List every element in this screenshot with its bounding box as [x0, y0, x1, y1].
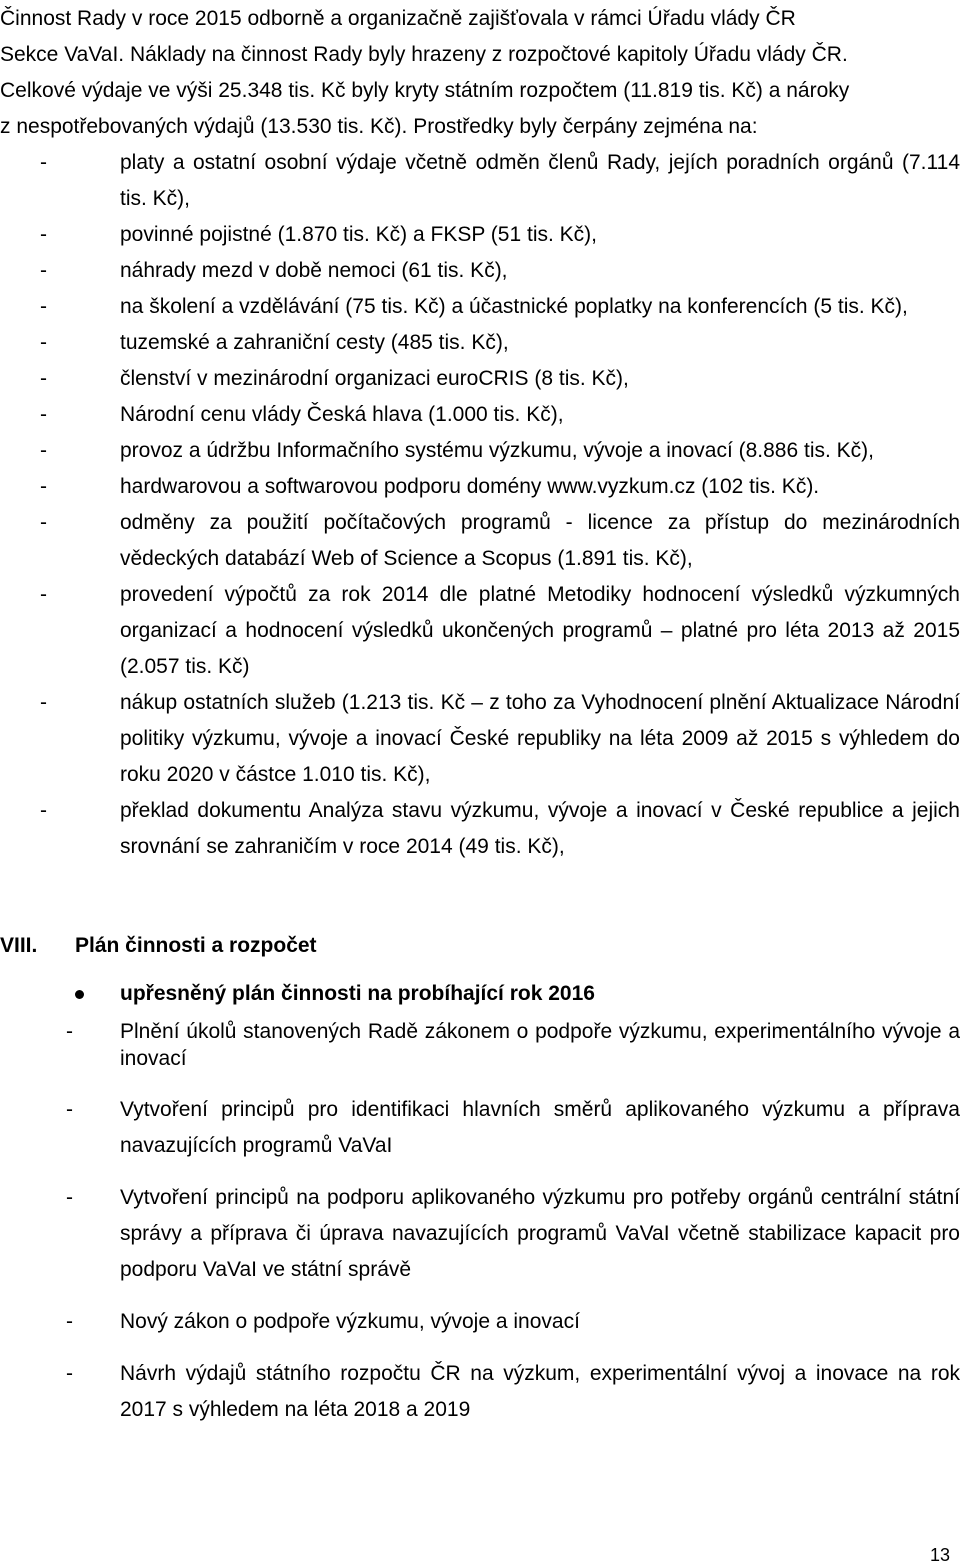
expense-item [0, 397, 960, 433]
expense-item-text: nákup ostatních služeb (1.213 tis. Kč – z toho za Vyhodnocení plnění Aktualizace Národní politiky výzkumu, vývoje a inovací České republiky na léta 2009 až 2015 s výhledem do roku 2020 v částce 1.010 tis. Kč), [120, 691, 960, 786]
plan-item [0, 1018, 960, 1072]
expense-item-text: Národní cenu vlády Česká hlava (1.000 tis. Kč), [120, 403, 564, 426]
list-dash: - [40, 295, 47, 318]
page-number: 13 [930, 1545, 951, 1565]
intro-line: Sekce VaVaI. Náklady na činnost Rady byly hrazeny z rozpočtové kapitoly Úřadu vlády ČR. [0, 43, 848, 66]
intro-line: z nespotřebovaných výdajů (13.530 tis. Kč). Prostředky byly čerpány zejména na: [0, 115, 758, 138]
list-dash: - [66, 1098, 73, 1121]
expense-item [0, 253, 960, 289]
list-dash: - [40, 223, 47, 246]
expense-item [0, 793, 960, 865]
intro-line: Činnost Rady v roce 2015 odborně a organizačně zajišťovala v rámci Úřadu vlády ČR [0, 7, 796, 30]
expense-item-text: členství v mezinárodní organizaci euroCRIS (8 tis. Kč), [120, 367, 629, 390]
expense-item-text: tuzemské a zahraniční cesty (485 tis. Kč), [120, 331, 509, 354]
expense-item-text: platy a ostatní osobní výdaje včetně odměn členů Rady, jejích poradních orgánů (7.114 tis. Kč), [120, 151, 960, 210]
list-dash: - [40, 511, 47, 534]
expense-item-text: na školení a vzdělávání (75 tis. Kč) a účastnické poplatky na konferencích (5 tis. Kč), [120, 295, 908, 318]
plan-item [0, 1356, 960, 1428]
plan-item-text: Plnění úkolů stanovených Radě zákonem o podpoře výzkumu, experimentálního vývoje a inovací [120, 1020, 960, 1070]
section-title: Plán činnosti a rozpočet [75, 934, 317, 957]
expense-item [0, 577, 960, 685]
expense-item [0, 325, 960, 361]
list-dash: - [40, 475, 47, 498]
list-dash: - [66, 1310, 73, 1333]
list-dash: - [40, 403, 47, 426]
bullet-icon [75, 990, 84, 999]
expense-item [0, 685, 960, 793]
expense-item [0, 469, 960, 505]
expense-item [0, 505, 960, 577]
expense-item-text: provedení výpočtů za rok 2014 dle platné Metodiky hodnocení výsledků výzkumných organizací a hodnocení výsledků ukončených programů – platné pro léta 2013 až 2015 (2.057 tis. Kč) [120, 583, 960, 678]
expense-item-text: odměny za použití počítačových programů - licence za přístup do mezinárodních vědeckých databází Web of Science a Scopus (1.891 tis. Kč), [120, 511, 960, 570]
plan-item [0, 1092, 960, 1164]
list-dash: - [66, 1362, 73, 1385]
plan-item [0, 1180, 960, 1288]
list-dash: - [40, 583, 47, 606]
expense-item-text: povinné pojistné (1.870 tis. Kč) a FKSP (51 tis. Kč), [120, 223, 598, 246]
list-dash: - [40, 151, 47, 174]
intro-paragraph [0, 1, 960, 145]
expense-item-text: náhrady mezd v době nemoci (61 tis. Kč), [120, 259, 508, 282]
section-number: VIII. [0, 934, 38, 957]
list-dash: - [66, 1020, 73, 1043]
list-dash: - [40, 439, 47, 462]
expense-item-text: provoz a údržbu Informačního systému výzkumu, vývoje a inovací (8.886 tis. Kč), [120, 439, 874, 462]
intro-line: Celkové výdaje ve výši 25.348 tis. Kč byly kryty státním rozpočtem (11.819 tis. Kč) a nároky [0, 79, 850, 102]
list-dash: - [40, 799, 47, 822]
list-dash: - [66, 1186, 73, 1209]
plan-list [0, 1018, 960, 1428]
plan-item-text: Nový zákon o podpoře výzkumu, vývoje a inovací [120, 1310, 580, 1333]
section-heading [0, 928, 960, 964]
list-dash: - [40, 331, 47, 354]
list-dash: - [40, 691, 47, 714]
expense-item [0, 433, 960, 469]
plan-item [0, 1304, 960, 1340]
expense-item-text: překlad dokumentu Analýza stavu výzkumu, vývoje a inovací v České republice a jejich srovnání se zahraničím v roce 2014 (49 tis. Kč), [120, 799, 960, 858]
expense-item [0, 217, 960, 253]
expense-item-text: hardwarovou a softwarovou podporu domény www.vyzkum.cz (102 tis. Kč). [120, 475, 820, 498]
plan-item-text: Návrh výdajů státního rozpočtu ČR na výzkum, experimentální vývoj a inovace na rok 2017 s výhledem na léta 2018 a 2019 [120, 1362, 960, 1421]
plan-heading-text: upřesněný plán činnosti na probíhající rok 2016 [120, 982, 595, 1005]
plan-item-text: Vytvoření principů na podporu aplikovaného výzkumu pro potřeby orgánů centrální státní správy a příprava či úprava navazujících programů VaVaI včetně stabilizace kapacit pro podporu VaVaI ve státní správě [120, 1186, 960, 1281]
plan-item-text: Vytvoření principů pro identifikaci hlavních směrů aplikovaného výzkumu a příprava navazujících programů VaVaI [120, 1098, 960, 1157]
list-dash: - [40, 367, 47, 390]
expense-item [0, 289, 960, 325]
expense-item [0, 145, 960, 217]
expense-list [0, 145, 960, 865]
expense-item [0, 361, 960, 397]
list-dash: - [40, 259, 47, 282]
